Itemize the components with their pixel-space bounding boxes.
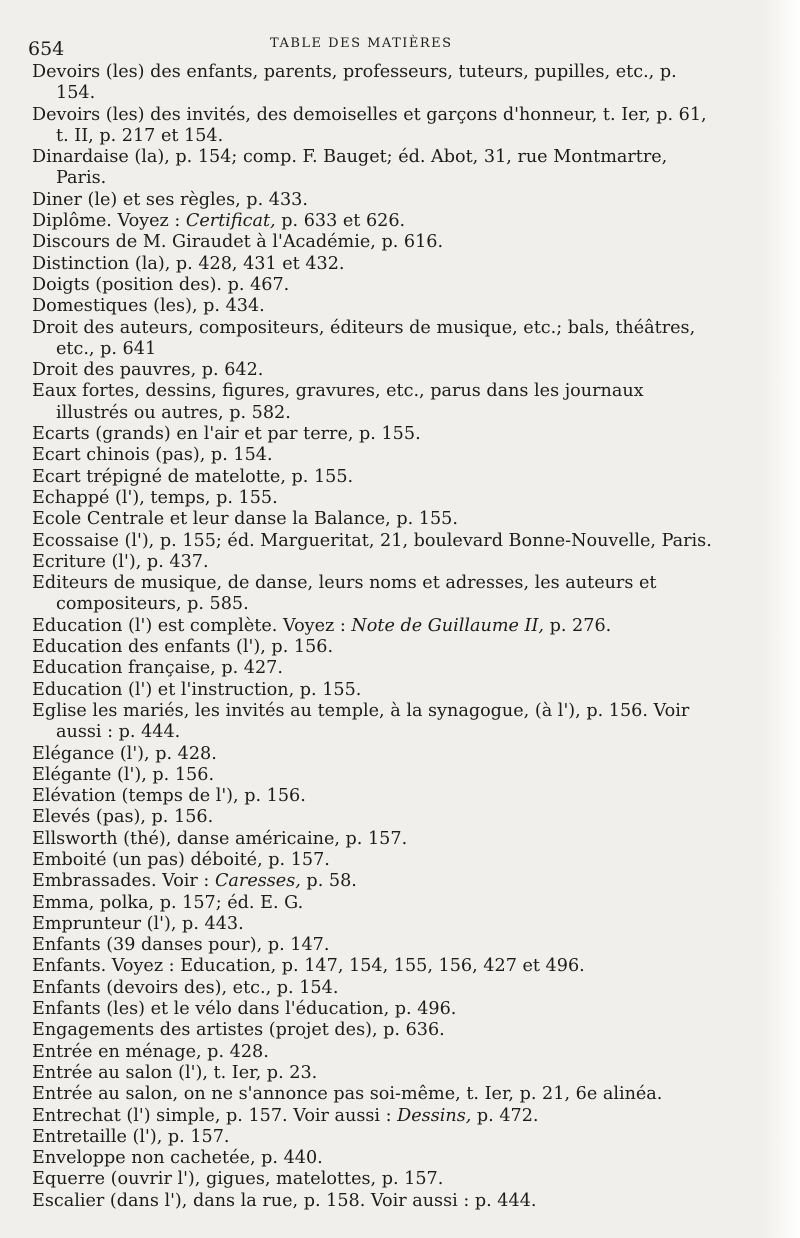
index-entry: Diner (le) et ses règles, p. 433. [32, 189, 308, 210]
index-entry: Eglise les mariés, les invités au temple, à la synagogue, (à l'), p. 156. Voir aussi : p. 444. [32, 700, 690, 743]
index-entry: Ecart trépigné de matelotte, p. 155. [32, 466, 354, 487]
page-header [28, 36, 718, 62]
index-entry: Droit des auteurs, compositeurs, éditeurs de musique, etc.; bals, théâtres, etc., p. 641 [32, 317, 696, 359]
index-entry: Education des enfants (l'), p. 156. [32, 637, 334, 658]
index-entry: Entrée au salon, on ne s'annonce pas soi-même, t. Ier, p. 21, 6e alinéa. [32, 1084, 663, 1105]
index-entries [32, 62, 712, 1212]
index-entry: Ecriture (l'), p. 437. [32, 551, 209, 572]
running-title: TABLE DES MATIÈRES [270, 36, 453, 51]
index-entry: Doigts (position des). p. 467. [32, 274, 290, 295]
index-entry: Ecarts (grands) en l'air et par terre, p. 155. [32, 424, 421, 445]
index-entry: Elévation (temps de l'), p. 156. [32, 786, 306, 807]
index-entry: Eaux fortes, dessins, figures, gravures, etc., parus dans les journaux illustrés ou autres, p. 582. [32, 381, 644, 423]
index-entry: Entrée au salon (l'), t. Ier, p. 23. [32, 1062, 318, 1083]
index-entry: Ecart chinois (pas), p. 154. [32, 445, 273, 466]
index-entry: Ecole Centrale et leur danse la Balance, p. 155. [32, 509, 458, 530]
index-entry: Entretaille (l'), p. 157. [32, 1126, 230, 1147]
index-entry: Dinardaise (la), p. 154; comp. F. Bauget; éd. Abot, 31, rue Montmartre, Paris. [32, 147, 668, 189]
index-entry: Education française, p. 427. [32, 658, 283, 679]
index-entry: Escalier (dans l'), dans la rue, p. 158. Voir aussi : p. 444. [32, 1190, 537, 1211]
index-entry: Education (l') et l'instruction, p. 155. [32, 679, 362, 700]
index-entry: Elevés (pas), p. 156. [32, 807, 214, 828]
index-entry: Entrechat (l') simple, p. 157. Voir aussi : Dessins, p. 472. [32, 1105, 539, 1126]
index-entry: Emma, polka, p. 157; éd. E. G. [32, 892, 304, 913]
index-entry: Enfants (devoirs des), etc., p. 154. [32, 977, 339, 998]
index-entry: Enfants (les) et le vélo dans l'éducation, p. 496. [32, 999, 457, 1020]
index-entry: Enveloppe non cachetée, p. 440. [32, 1148, 323, 1169]
index-entry: Emprunteur (l'), p. 443. [32, 913, 244, 934]
index-entry: Engagements des artistes (projet des), p. 636. [32, 1020, 445, 1041]
index-entry: Elégante (l'), p. 156. [32, 764, 215, 785]
index-entry: Editeurs de musique, de danse, leurs noms et adresses, les auteurs et compositeurs, p. 585. [32, 573, 657, 615]
index-entry: Distinction (la), p. 428, 431 et 432. [32, 253, 345, 274]
index-entry: Equerre (ouvrir l'), gigues, matelottes, p. 157. [32, 1169, 444, 1190]
index-entry: Education (l') est complète. Voyez : Note de Guillaume II, p. 276. [32, 615, 612, 636]
index-entry: Emboité (un pas) déboité, p. 157. [32, 849, 330, 870]
index-entry: Echappé (l'), temps, p. 155. [32, 487, 278, 508]
index-entry: Diplôme. Voyez : Certificat, p. 633 et 626. [32, 211, 406, 232]
index-entry: Ellsworth (thé), danse américaine, p. 157. [32, 828, 408, 849]
index-entry: Droit des pauvres, p. 642. [32, 360, 264, 381]
index-entry: Enfants (39 danses pour), p. 147. [32, 935, 330, 956]
index-entry: Enfants. Voyez : Education, p. 147, 154, 155, 156, 427 et 496. [32, 956, 585, 977]
index-entry: Elégance (l'), p. 428. [32, 743, 217, 764]
index-entry: Devoirs (les) des enfants, parents, professeurs, tuteurs, pupilles, etc., p. 154. [32, 62, 677, 104]
index-entry: Embrassades. Voir : Caresses, p. 58. [32, 871, 357, 892]
page-number: 654 [28, 38, 65, 60]
index-entry: Ecossaise (l'), p. 155; éd. Margueritat, 21, boulevard Bonne-Nouvelle, Paris. [32, 530, 712, 551]
index-entry: Entrée en ménage, p. 428. [32, 1041, 269, 1062]
index-entry: Devoirs (les) des invités, des demoiselles et garçons d'honneur, t. Ier, p. 61, t. II, p. 217 et 154. [32, 104, 707, 146]
index-entry: Discours de M. Giraudet à l'Académie, p. 616. [32, 232, 444, 253]
index-entry: Domestiques (les), p. 434. [32, 296, 265, 317]
